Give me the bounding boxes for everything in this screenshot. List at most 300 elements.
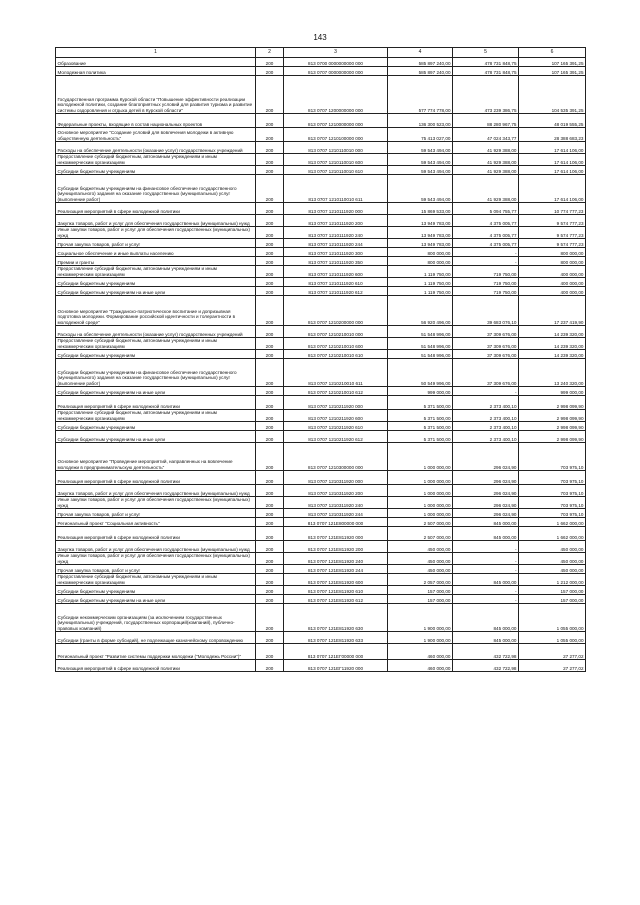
- row-executed: -: [453, 595, 519, 604]
- table-row: [56, 67, 586, 76]
- row-executed: 473 239 386,75: [453, 76, 519, 114]
- row-executed: 296 024,90: [453, 471, 519, 485]
- row-budget-code: 813 0707 121E811920 612: [284, 595, 388, 604]
- table-row: [56, 166, 586, 175]
- table-row: [56, 565, 586, 574]
- row-planned: 1 900 000,00: [388, 632, 453, 644]
- table-row: [56, 278, 586, 287]
- row-executed: 5 094 755,77: [453, 203, 519, 215]
- row-executed: 845 000,00: [453, 632, 519, 644]
- table-row: [56, 338, 586, 350]
- row-planned: 15 869 533,00: [388, 203, 453, 215]
- row-budget-code: 813 0707 1210211920 612: [284, 431, 388, 443]
- row-admin-code: 200: [256, 422, 284, 431]
- table-row: [56, 175, 586, 203]
- row-executed: 88 280 967,75: [453, 114, 519, 128]
- row-planned: 75 413 027,00: [388, 128, 453, 142]
- row-admin-code: 200: [256, 248, 284, 257]
- row-admin-code: 200: [256, 387, 284, 396]
- row-executed: 37 309 676,00: [453, 338, 519, 350]
- row-budget-code: 813 0707 121E811920 630: [284, 604, 388, 632]
- row-remaining: 703 975,10: [519, 485, 586, 497]
- table-row: [56, 396, 586, 410]
- row-name: Иные закупки товаров, работ и услуг для обеспечения государственных (муниципальных) нужд: [56, 553, 256, 565]
- table-row: [56, 387, 586, 396]
- row-budget-code: 813 0707 1210210010 610: [284, 350, 388, 359]
- row-admin-code: 200: [256, 203, 284, 215]
- row-name: Региональный проект "Развитие системы поддержки молодежи ("Молодежь России")": [56, 644, 256, 660]
- row-admin-code: 200: [256, 278, 284, 287]
- row-planned: 1 119 750,00: [388, 266, 453, 278]
- row-admin-code: 200: [256, 350, 284, 359]
- row-remaining: 17 237 419,90: [519, 296, 586, 326]
- row-planned: 5 371 500,00: [388, 410, 453, 422]
- row-remaining: 13 240 320,00: [519, 359, 586, 387]
- row-remaining: 703 975,10: [519, 497, 586, 509]
- row-name: Субсидии (гранты в форме субсидий), не подлежащие казначейскому сопровождению: [56, 632, 256, 644]
- row-planned: 50 549 996,00: [388, 359, 453, 387]
- row-planned: 800 000,00: [388, 248, 453, 257]
- table-row: [56, 266, 586, 278]
- row-executed: 41 929 388,00: [453, 154, 519, 166]
- row-admin-code: 200: [256, 604, 284, 632]
- row-name: Прочая закупка товаров, работ и услуг: [56, 565, 256, 574]
- row-executed: 296 024,90: [453, 509, 519, 518]
- row-planned: 1 000 000,00: [388, 497, 453, 509]
- row-name: Реализация мероприятий в сфере молодежной политики: [56, 203, 256, 215]
- row-name: Субсидии бюджетным учреждениям: [56, 350, 256, 359]
- row-executed: 719 750,00: [453, 266, 519, 278]
- row-executed: 845 000,00: [453, 518, 519, 527]
- row-remaining: 157 000,00: [519, 595, 586, 604]
- row-planned: 5 371 500,00: [388, 431, 453, 443]
- row-remaining: 2 998 099,90: [519, 410, 586, 422]
- row-remaining: 2 998 099,90: [519, 431, 586, 443]
- row-remaining: 703 975,10: [519, 471, 586, 485]
- row-name: Субсидии бюджетным учреждениям на иные цели: [56, 287, 256, 296]
- row-name: Региональный проект "Социальная активность": [56, 518, 256, 527]
- row-admin-code: 200: [256, 553, 284, 565]
- row-budget-code: 813 0707 121E811920 244: [284, 565, 388, 574]
- row-executed: -: [453, 541, 519, 553]
- row-remaining: 400 000,00: [519, 278, 586, 287]
- row-planned: 5 371 500,00: [388, 396, 453, 410]
- row-budget-code: 813 0707 1210111920 000: [284, 203, 388, 215]
- row-name: Расходы на обеспечение деятельности (оказание услуг) государственных учреждений: [56, 142, 256, 154]
- row-admin-code: 200: [256, 154, 284, 166]
- row-executed: 845 000,00: [453, 574, 519, 586]
- table-row: [56, 497, 586, 509]
- row-admin-code: 200: [256, 485, 284, 497]
- header-col-1: 1: [56, 48, 256, 58]
- row-budget-code: 813 0707 1210311920 200: [284, 485, 388, 497]
- row-executed: 296 024,90: [453, 443, 519, 471]
- row-planned: 1 119 750,00: [388, 278, 453, 287]
- row-planned: 59 543 494,00: [388, 154, 453, 166]
- row-executed: 2 373 400,10: [453, 410, 519, 422]
- row-remaining: 2 998 099,90: [519, 396, 586, 410]
- row-budget-code: 813 0707 121E811920 240: [284, 553, 388, 565]
- table-row: [56, 326, 586, 338]
- row-planned: 2 507 000,00: [388, 527, 453, 541]
- row-planned: 999 000,00: [388, 387, 453, 396]
- row-admin-code: 200: [256, 660, 284, 672]
- row-name: Субсидии бюджетным учреждениям: [56, 586, 256, 595]
- row-budget-code: 813 0707 1210210010 000: [284, 326, 388, 338]
- table-row: [56, 595, 586, 604]
- row-remaining: 703 975,10: [519, 509, 586, 518]
- row-name: Субсидии бюджетным учреждениям: [56, 422, 256, 431]
- row-admin-code: 200: [256, 257, 284, 266]
- row-name: Предоставление субсидий бюджетным, автономным учреждениям и иным некоммерческим организациям: [56, 338, 256, 350]
- table-row: [56, 154, 586, 166]
- row-budget-code: 813 0707 1210200000 000: [284, 296, 388, 326]
- row-budget-code: 813 0707 1210111920 610: [284, 278, 388, 287]
- row-executed: 296 024,90: [453, 485, 519, 497]
- table-row: [56, 443, 586, 471]
- row-admin-code: 200: [256, 287, 284, 296]
- header-col-2: 2: [256, 48, 284, 58]
- row-planned: 585 897 240,00: [388, 58, 453, 67]
- table-row: [56, 604, 586, 632]
- row-planned: 51 548 996,00: [388, 326, 453, 338]
- row-name: Субсидии бюджетным учреждениям на иные цели: [56, 431, 256, 443]
- row-remaining: 27 277,02: [519, 660, 586, 672]
- row-budget-code: 813 0707 1210210010 612: [284, 387, 388, 396]
- row-remaining: 800 000,00: [519, 257, 586, 266]
- row-executed: 2 373 400,10: [453, 431, 519, 443]
- row-budget-code: 813 0707 0000000000 000: [284, 67, 388, 76]
- row-budget-code: 813 0707 1210110010 611: [284, 175, 388, 203]
- row-planned: 13 949 783,00: [388, 215, 453, 227]
- row-executed: 41 929 388,00: [453, 166, 519, 175]
- row-planned: 1 000 000,00: [388, 485, 453, 497]
- row-remaining: 450 000,00: [519, 541, 586, 553]
- row-executed: -: [453, 553, 519, 565]
- row-budget-code: 813 0707 121EГ11920 000: [284, 660, 388, 672]
- row-budget-code: 813 0707 121E811920 633: [284, 632, 388, 644]
- row-remaining: 400 000,00: [519, 266, 586, 278]
- row-remaining: 1 212 000,00: [519, 574, 586, 586]
- row-remaining: 703 975,10: [519, 443, 586, 471]
- row-planned: 450 000,00: [388, 541, 453, 553]
- row-planned: 157 000,00: [388, 595, 453, 604]
- table-row: [56, 527, 586, 541]
- row-admin-code: 200: [256, 565, 284, 574]
- row-name: Прочая закупка товаров, работ и услуг: [56, 509, 256, 518]
- row-remaining: 9 574 777,23: [519, 215, 586, 227]
- row-admin-code: 200: [256, 497, 284, 509]
- row-executed: 432 722,98: [453, 660, 519, 672]
- row-name: Субсидии бюджетным учреждениям на финансовое обеспечение государственного (муниципального) задания на оказание государственных (муниципальных) услуг (выполнение работ): [56, 359, 256, 387]
- table-row: [56, 58, 586, 67]
- row-name: Субсидии бюджетным учреждениям на иные цели: [56, 595, 256, 604]
- row-name: Реализация мероприятий в сфере молодежной политики: [56, 471, 256, 485]
- row-admin-code: 200: [256, 266, 284, 278]
- table-row: [56, 485, 586, 497]
- row-remaining: 157 000,00: [519, 586, 586, 595]
- table-row: [56, 142, 586, 154]
- table-row: [56, 128, 586, 142]
- row-budget-code: 813 0707 1210210010 611: [284, 359, 388, 387]
- row-remaining: 999 000,00: [519, 387, 586, 396]
- row-admin-code: 200: [256, 396, 284, 410]
- row-remaining: 800 000,00: [519, 248, 586, 257]
- row-budget-code: 813 0707 1210111920 350: [284, 257, 388, 266]
- row-budget-code: 813 0707 1210210010 600: [284, 338, 388, 350]
- row-name: Предоставление субсидий бюджетным, автономным учреждениям и иным некоммерческим организациям: [56, 574, 256, 586]
- row-remaining: 17 614 106,00: [519, 175, 586, 203]
- row-remaining: 28 388 683,23: [519, 128, 586, 142]
- row-budget-code: 813 0707 1210110010 600: [284, 154, 388, 166]
- row-admin-code: 200: [256, 509, 284, 518]
- table-row: [56, 227, 586, 239]
- row-remaining: 27 277,02: [519, 644, 586, 660]
- row-admin-code: 200: [256, 632, 284, 644]
- row-admin-code: 200: [256, 595, 284, 604]
- table-row: [56, 574, 586, 586]
- row-admin-code: 200: [256, 410, 284, 422]
- table-row: [56, 586, 586, 595]
- row-planned: 2 507 000,00: [388, 518, 453, 527]
- row-name: Реализация мероприятий в сфере молодежной политики: [56, 660, 256, 672]
- row-planned: 2 057 000,00: [388, 574, 453, 586]
- table-row: [56, 553, 586, 565]
- row-executed: 2 373 400,10: [453, 396, 519, 410]
- row-planned: 1 000 000,00: [388, 471, 453, 485]
- row-admin-code: 200: [256, 142, 284, 154]
- row-name: Субсидии бюджетным учреждениям: [56, 166, 256, 175]
- row-planned: 157 000,00: [388, 586, 453, 595]
- row-budget-code: 813 0707 1210300000 000: [284, 443, 388, 471]
- table-row: [56, 509, 586, 518]
- row-admin-code: 200: [256, 76, 284, 114]
- row-budget-code: 813 0700 0000000000 000: [284, 58, 388, 67]
- row-admin-code: 200: [256, 574, 284, 586]
- row-budget-code: 813 0707 121E800000 000: [284, 518, 388, 527]
- row-remaining: 1 055 000,00: [519, 604, 586, 632]
- row-admin-code: 200: [256, 527, 284, 541]
- row-admin-code: 200: [256, 541, 284, 553]
- row-admin-code: 200: [256, 58, 284, 67]
- row-admin-code: 200: [256, 443, 284, 471]
- row-executed: -: [453, 565, 519, 574]
- row-name: Предоставление субсидий бюджетным, автономным учреждениям и иным некоммерческим организациям: [56, 266, 256, 278]
- row-executed: -: [453, 387, 519, 396]
- row-name: Молодежная политика: [56, 67, 256, 76]
- row-budget-code: 813 0707 1210311920 240: [284, 497, 388, 509]
- row-budget-code: 813 0707 1210311920 000: [284, 471, 388, 485]
- row-budget-code: 813 0707 1210211920 600: [284, 410, 388, 422]
- row-planned: 1 000 000,00: [388, 443, 453, 471]
- row-remaining: 9 574 777,23: [519, 227, 586, 239]
- row-planned: 51 548 996,00: [388, 350, 453, 359]
- row-name: Прочая закупка товаров, работ и услуг: [56, 239, 256, 248]
- table-row: [56, 422, 586, 431]
- row-executed: -: [453, 257, 519, 266]
- row-budget-code: 813 0707 1210111920 300: [284, 248, 388, 257]
- row-planned: 460 000,00: [388, 644, 453, 660]
- row-executed: 37 309 676,00: [453, 326, 519, 338]
- row-executed: 432 722,98: [453, 644, 519, 660]
- row-planned: 1 000 000,00: [388, 509, 453, 518]
- row-budget-code: 813 0707 121E811920 200: [284, 541, 388, 553]
- row-budget-code: 813 0707 1210111920 612: [284, 287, 388, 296]
- row-remaining: 14 239 320,00: [519, 338, 586, 350]
- row-admin-code: 200: [256, 518, 284, 527]
- row-planned: 13 949 783,00: [388, 239, 453, 248]
- table-row: [56, 431, 586, 443]
- row-admin-code: 200: [256, 359, 284, 387]
- row-admin-code: 200: [256, 227, 284, 239]
- row-remaining: 14 239 320,00: [519, 350, 586, 359]
- row-budget-code: 813 0707 1210311920 244: [284, 509, 388, 518]
- table-row: [56, 76, 586, 114]
- row-planned: 460 000,00: [388, 660, 453, 672]
- row-planned: 1 900 000,00: [388, 604, 453, 632]
- row-planned: 1 119 750,00: [388, 287, 453, 296]
- row-name: Федеральные проекты, входящие в состав национальных проектов: [56, 114, 256, 128]
- row-admin-code: 200: [256, 338, 284, 350]
- row-remaining: 9 574 777,23: [519, 239, 586, 248]
- header-col-6: 6: [519, 48, 586, 58]
- row-budget-code: 813 0707 121E811920 000: [284, 527, 388, 541]
- row-planned: 59 543 494,00: [388, 166, 453, 175]
- row-name: Основное мероприятие "Гражданско-патриотическое воспитание и допризывная подготовка молодежи. Формирование российской идентичности и толерантности в молодежной среде": [56, 296, 256, 326]
- row-remaining: 1 662 000,00: [519, 527, 586, 541]
- header-col-3: 3: [284, 48, 388, 58]
- row-remaining: 14 239 320,00: [519, 326, 586, 338]
- row-name: Иные закупки товаров, работ и услуг для обеспечения государственных (муниципальных) нужд: [56, 227, 256, 239]
- table-row: [56, 287, 586, 296]
- row-admin-code: 200: [256, 471, 284, 485]
- row-budget-code: 813 0707 1210211920 000: [284, 396, 388, 410]
- table-row: [56, 632, 586, 644]
- row-name: Основное мероприятие "Создание условий для вовлечения молодежи в активную общественную деятельность": [56, 128, 256, 142]
- row-budget-code: 813 0707 1210111920 244: [284, 239, 388, 248]
- row-name: Субсидии бюджетным учреждениям на иные цели: [56, 387, 256, 396]
- row-budget-code: 813 0707 1210211920 610: [284, 422, 388, 431]
- row-name: Премии и гранты: [56, 257, 256, 266]
- row-executed: 4 375 005,77: [453, 227, 519, 239]
- row-budget-code: 813 0707 1210110010 610: [284, 166, 388, 175]
- table-row: [56, 644, 586, 660]
- table-row: [56, 248, 586, 257]
- row-executed: 296 024,90: [453, 497, 519, 509]
- row-planned: 136 300 523,00: [388, 114, 453, 128]
- row-name: Субсидии бюджетным учреждениям на финансовое обеспечение государственного (муниципального) задания на оказание государственных (муниципальных) услуг (выполнение работ): [56, 175, 256, 203]
- row-remaining: 104 535 391,25: [519, 76, 586, 114]
- row-executed: -: [453, 248, 519, 257]
- table-row: [56, 296, 586, 326]
- row-name: Реализация мероприятий в сфере молодежной политики: [56, 396, 256, 410]
- row-name: Закупка товаров, работ и услуг для обеспечения государственных (муниципальных) нужд: [56, 541, 256, 553]
- row-remaining: 48 019 555,25: [519, 114, 586, 128]
- row-planned: 577 774 778,00: [388, 76, 453, 114]
- row-executed: 47 024 343,77: [453, 128, 519, 142]
- table-row: [56, 203, 586, 215]
- table-row: [56, 215, 586, 227]
- row-admin-code: 200: [256, 67, 284, 76]
- row-planned: 56 920 496,00: [388, 296, 453, 326]
- row-remaining: 2 998 099,90: [519, 422, 586, 431]
- row-admin-code: 200: [256, 296, 284, 326]
- row-budget-code: 813 0707 1210110010 000: [284, 142, 388, 154]
- row-planned: 59 543 494,00: [388, 142, 453, 154]
- table-row: [56, 239, 586, 248]
- row-executed: -: [453, 586, 519, 595]
- header-col-5: 5: [453, 48, 519, 58]
- row-executed: 4 375 005,77: [453, 215, 519, 227]
- row-budget-code: 813 0707 1210111920 200: [284, 215, 388, 227]
- row-planned: 585 897 240,00: [388, 67, 453, 76]
- page-number: 143: [313, 33, 327, 42]
- row-budget-code: 813 0707 1210111920 600: [284, 266, 388, 278]
- row-remaining: 450 000,00: [519, 553, 586, 565]
- row-executed: 2 373 400,10: [453, 422, 519, 431]
- table-row: [56, 471, 586, 485]
- row-executed: 37 309 676,00: [453, 359, 519, 387]
- row-admin-code: 200: [256, 166, 284, 175]
- row-planned: 59 543 494,00: [388, 175, 453, 203]
- row-executed: 39 683 076,10: [453, 296, 519, 326]
- row-name: Реализация мероприятий в сфере молодежной политики: [56, 527, 256, 541]
- row-admin-code: 200: [256, 239, 284, 248]
- row-admin-code: 200: [256, 215, 284, 227]
- row-admin-code: 200: [256, 114, 284, 128]
- row-budget-code: 813 0707 121E811920 610: [284, 586, 388, 595]
- table-row: [56, 541, 586, 553]
- row-executed: 845 000,00: [453, 604, 519, 632]
- row-name: Образование: [56, 58, 256, 67]
- row-name: Субсидии некоммерческим организациям (за исключением государственных (муниципальных) учреждений, государственных корпораций(компаний), публично-правовых компаний): [56, 604, 256, 632]
- row-name: Закупка товаров, работ и услуг для обеспечения государственных (муниципальных) нужд: [56, 485, 256, 497]
- row-budget-code: 813 0707 1210100000 000: [284, 128, 388, 142]
- row-planned: 450 000,00: [388, 565, 453, 574]
- row-remaining: 107 165 391,25: [519, 58, 586, 67]
- row-name: Предоставление субсидий бюджетным, автономным учреждениям и иным некоммерческим организациям: [56, 410, 256, 422]
- row-budget-code: 813 0707 121E811920 600: [284, 574, 388, 586]
- row-executed: 719 750,00: [453, 278, 519, 287]
- table-row: [56, 410, 586, 422]
- row-admin-code: 200: [256, 431, 284, 443]
- row-remaining: 1 055 000,00: [519, 632, 586, 644]
- row-name: Иные закупки товаров, работ и услуг для обеспечения государственных (муниципальных) нужд: [56, 497, 256, 509]
- row-remaining: 17 614 106,00: [519, 142, 586, 154]
- row-remaining: 400 000,00: [519, 287, 586, 296]
- row-remaining: 10 774 777,23: [519, 203, 586, 215]
- row-executed: 41 929 388,00: [453, 175, 519, 203]
- budget-execution-table: [55, 47, 586, 672]
- row-name: Закупка товаров, работ и услуг для обеспечения государственных (муниципальных) нужд: [56, 215, 256, 227]
- row-executed: 41 929 388,00: [453, 142, 519, 154]
- row-remaining: 450 000,00: [519, 565, 586, 574]
- row-admin-code: 200: [256, 586, 284, 595]
- row-executed: 478 731 848,75: [453, 58, 519, 67]
- row-remaining: 17 614 106,00: [519, 166, 586, 175]
- row-remaining: 17 614 106,00: [519, 154, 586, 166]
- table-row: [56, 114, 586, 128]
- row-name: Предоставление субсидий бюджетным, автономным учреждениям и иным некоммерческим организациям: [56, 154, 256, 166]
- row-planned: 800 000,00: [388, 257, 453, 266]
- row-remaining: 1 662 000,00: [519, 518, 586, 527]
- row-name: Расходы на обеспечение деятельности (оказание услуг) государственных учреждений: [56, 326, 256, 338]
- table-row: [56, 350, 586, 359]
- row-admin-code: 200: [256, 326, 284, 338]
- table-row: [56, 660, 586, 672]
- table-row: [56, 359, 586, 387]
- row-name: Государственная программа Курской области "Повышение эффективности реализации молодежной политики, создание благоприятных условий для развития туризма и развитие системы оздоровления и отдыха детей в Курской области": [56, 76, 256, 114]
